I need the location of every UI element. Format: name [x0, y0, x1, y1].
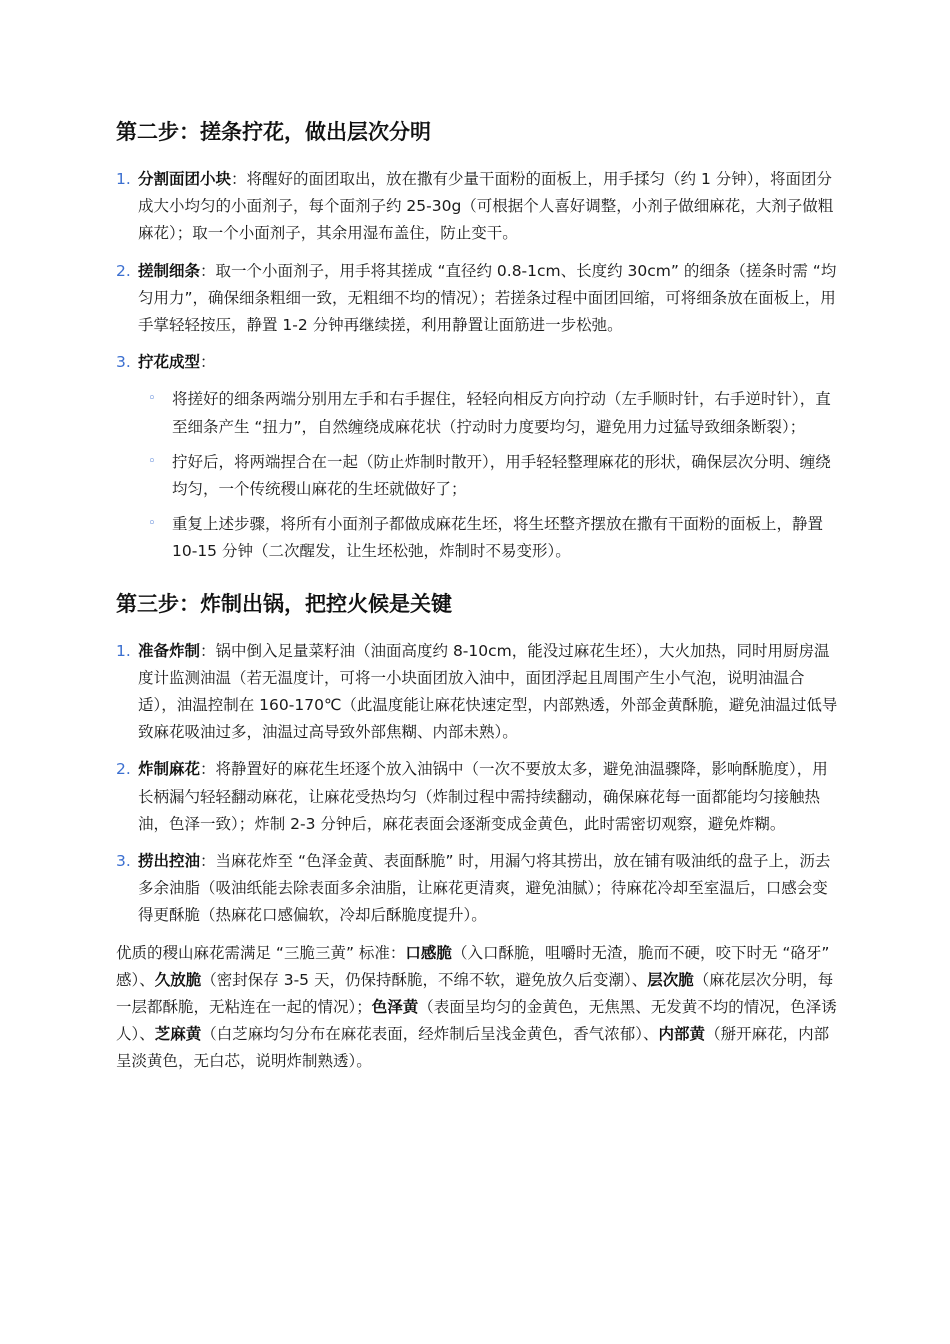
sub-item-text: 拧好后，将两端捏合在一起（防止炸制时散开），用手轻轻整理麻花的形状，确保层次分明、缠绕均匀，一个传统稷山麻花的生坯就做好了； — [172, 452, 831, 499]
list-item — [116, 756, 838, 838]
summary-intro: 优质的稷山麻花需满足 “三脆三黄” 标准： — [116, 943, 406, 962]
step-label: 准备炸制 — [138, 641, 201, 660]
document-content — [116, 112, 838, 1076]
standard-term: 久放脆 — [154, 970, 202, 989]
list-item — [116, 848, 838, 930]
step-text: ：当麻花炸至 “色泽金黄、表面酥脆” 时，用漏勺将其捞出，放在铺有吸油纸的盘子上，沥去多余油脂（吸油纸能去除表面多余油脂，让麻花更清爽，避免油腻）；待麻花冷却至室温后，口感会变得更酥脆（热麻花口感偏软，冷却后酥脆度提升）。 — [138, 852, 831, 925]
standard-desc: （表面呈均匀的金黄色，无焦黑、无发黄不均的情况，色泽诱人）、 — [116, 998, 837, 1044]
list-number: 2. — [116, 760, 131, 779]
step-label: 捞出控油 — [138, 852, 201, 871]
standard-term: 层次脆 — [647, 970, 694, 989]
step-text: ：将醒好的面团取出，放在撒有少量干面粉的面板上，用手揉匀（约 1 分钟），将面团分成大小均匀的小面剂子，每个面剂子约 25-30g（可根据个人喜好调整，小剂子做细麻花，大剂子做粗麻花）；取一个小面剂子，其余用湿布盖住，防止变干。 — [138, 170, 834, 243]
step-label: 分割面团小块 — [138, 170, 232, 188]
sub-item-text: 将搓好的细条两端分别用左手和右手握住，轻轻向相反方向拧动（左手顺时针，右手逆时针），直至细条产生 “扭力”，自然缠绕成麻花状（拧动时力度要均匀，避免用力过猛导致细条断裂）； — [172, 390, 831, 436]
step-list — [116, 166, 838, 566]
list-number: 3. — [116, 353, 131, 372]
sub-list-item — [138, 511, 838, 565]
standard-desc: （掰开麻花，内部呈淡黄色，无白芯，说明炸制熟透）。 — [116, 1025, 830, 1071]
step-label: 搓制细条 — [138, 261, 201, 280]
hollow-bullet-icon: ◦ — [148, 453, 156, 469]
section-title: 第二步：搓条拧花，做出层次分明 — [116, 120, 431, 144]
summary-paragraph — [116, 940, 838, 1076]
standard-desc: （密封保存 3-5 天，仍保持酥脆，不绵不软，避免放久后变潮）、 — [201, 970, 648, 989]
hollow-bullet-icon: ◦ — [148, 391, 156, 407]
standard-term: 内部黄 — [658, 1025, 706, 1044]
sub-item-text: 重复上述步骤，将所有小面剂子都做成麻花生坯，将生坯整齐摆放在撒有干面粉的面板上，静置 10-15 分钟（二次醒发，让生坯松弛，炸制时不易变形）。 — [172, 515, 824, 561]
step-text: ：将静置好的麻花生坯逐个放入油锅中（一次不要放太多，避免油温骤降，影响酥脆度），用长柄漏勺轻轻翻动麻花，让麻花受热均匀（炸制过程中需持续翻动，确保麻花每一面都能均匀接触热油，色泽一致）；炸制 2-3 分钟后，麻花表面会逐渐变成金黄色，此时需密切观察，避免炸糊。 — [138, 760, 828, 833]
step-label: 拧花成型 — [138, 353, 201, 372]
list-number: 2. — [116, 261, 131, 280]
standard-term: 芝麻黄 — [154, 1025, 202, 1044]
step-text: ：取一个小面剂子，用手将其搓成 “直径约 0.8-1cm、长度约 30cm” 的细条（搓条时需 “均匀用力”，确保细条粗细一致，无粗细不均的情况）；若搓条过程中面团回缩，可将细条放在面板上，用手掌轻轻按压，静置 1-2 分钟再继续搓，利用静置让面筋进一步松弛。 — [138, 261, 837, 335]
sub-list-item — [138, 449, 838, 503]
standard-desc: （入口酥脆，咀嚼时无渣，脆而不硬，咬下时无 “硌牙” 感）、 — [116, 943, 830, 989]
section-title: 第三步：炸制出锅，把控火候是关键 — [116, 591, 452, 616]
list-item — [116, 349, 838, 565]
step-label: 炸制麻花 — [138, 760, 201, 779]
standard-term: 色泽黄 — [371, 998, 419, 1017]
sub-list — [138, 386, 838, 565]
step-text: ：锅中倒入足量菜籽油（油面高度约 8-10cm，能没过麻花生坯），大火加热，同时用厨房温度计监测油温（若无温度计，可将一小块面团放入油中，面团浮起且周围产生小气泡，说明油温合适），油温控制在 160-170℃（此温度能让麻花快速定型，内部熟透，外部金黄酥脆，避免油温过低导致麻花吸油过多，油温过高导致外部焦糊、内部未熟）。 — [138, 641, 838, 742]
standard-desc: （白芝麻均匀分布在麻花表面，经炸制后呈浅金黄色，香气浓郁）、 — [201, 1025, 659, 1044]
list-number: 1. — [116, 170, 131, 188]
list-item — [116, 638, 838, 747]
list-number: 3. — [116, 852, 131, 871]
standard-desc: （麻花层次分明，每一层都酥脆，无粘连在一起的情况）； — [116, 970, 834, 1017]
standard-term: 口感脆 — [405, 943, 452, 962]
list-item — [116, 258, 838, 340]
list-item — [116, 166, 838, 248]
step-list — [116, 638, 838, 930]
list-number: 1. — [116, 641, 131, 660]
hollow-bullet-icon: ◦ — [148, 516, 156, 532]
sub-list-item — [138, 386, 838, 440]
step-text: ： — [200, 353, 216, 372]
